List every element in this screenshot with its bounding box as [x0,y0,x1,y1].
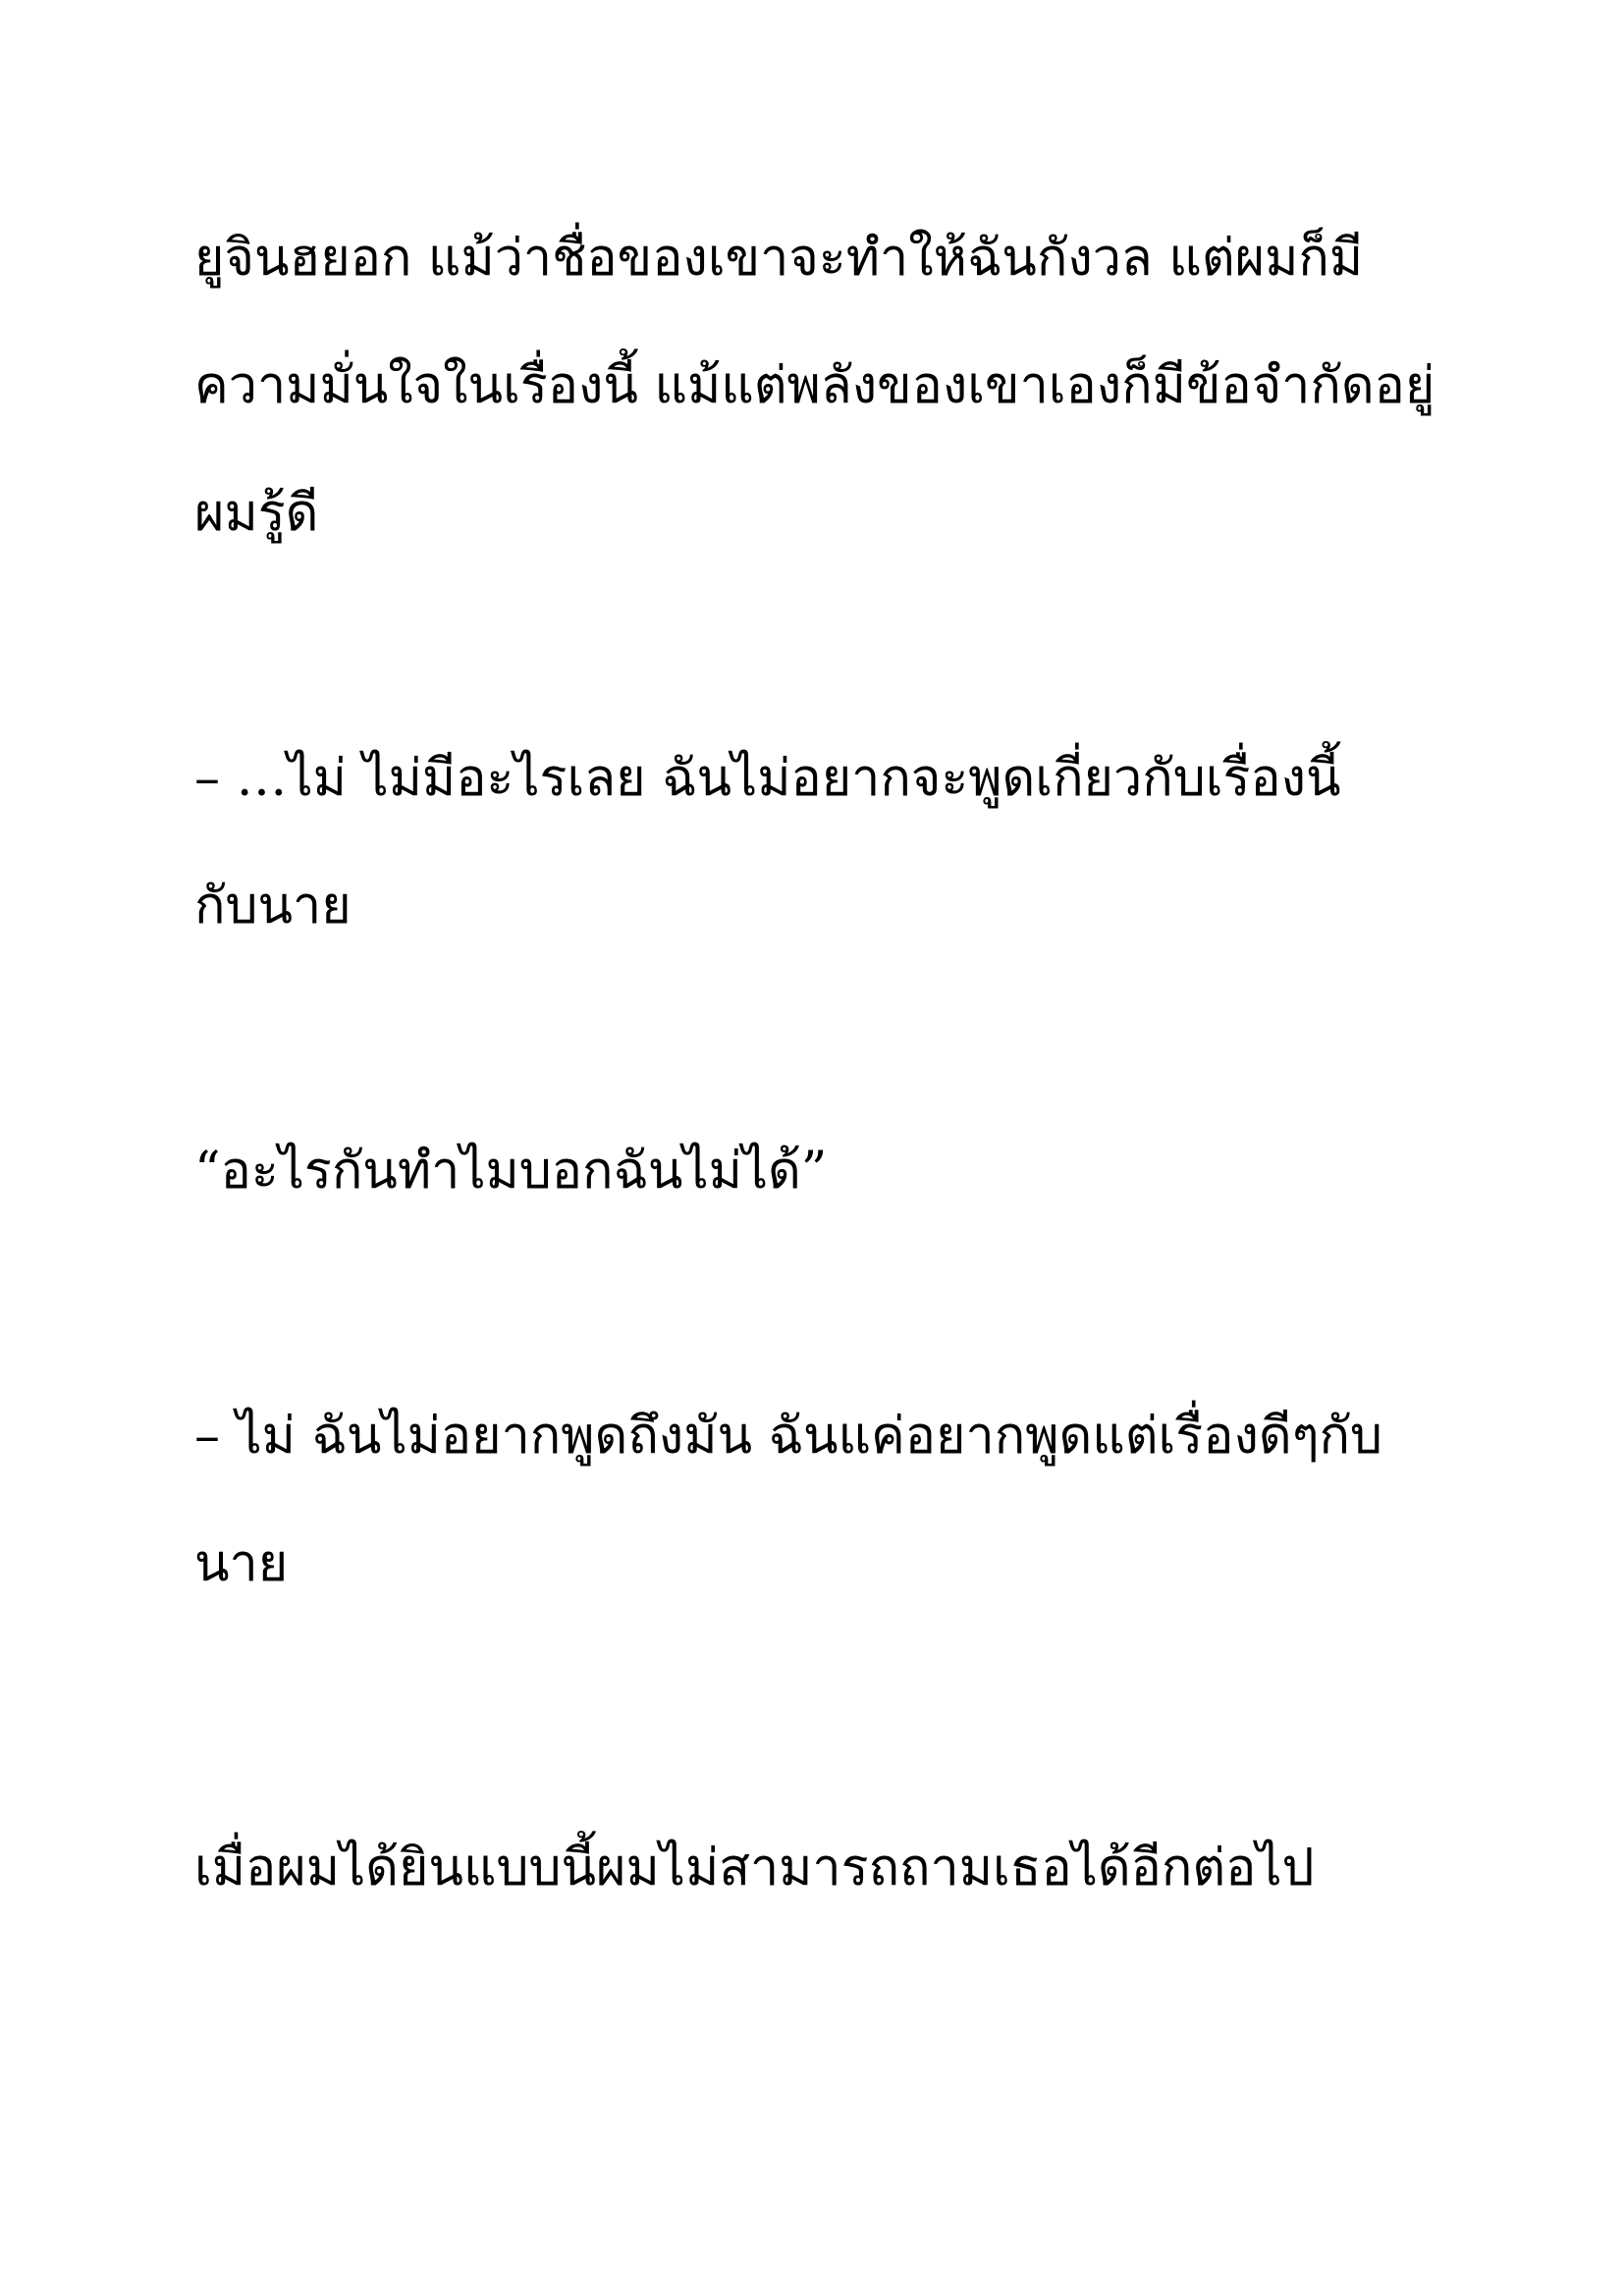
text-line: ความมั่นใจในเรื่องนี้ แม้แต่พลังของเขาเองก็มีข้อจำกัดอยู่ [194,356,1435,415]
text-line: – …ไม่ ไม่มีอะไรเลย ฉันไม่อยากจะพูดเกี่ยวกับเรื่องนี้ [194,749,1341,808]
paragraph-2 [194,715,1451,970]
paragraph-3 [194,1107,1451,1235]
text-line: ยูจินฮยอก แม้ว่าชื่อของเขาจะทำให้ฉันกังวล แต่ผมก็มี [194,229,1364,288]
text-line: ผมรู้ดี [194,484,319,543]
text-line: – ไม่ ฉันไม่อยากพูดถึงมัน ฉันแค่อยากพูดแต่เรื่องดีๆกับ [194,1407,1383,1466]
paragraph-5 [194,1804,1451,1932]
paragraph-1 [194,194,1451,577]
text-line: “อะไรกันทำไมบอกฉันไม่ได้” [194,1142,828,1201]
text-line: เมื่อผมได้ยินแบบนี้ผมไม่สามารถถามเธอได้อีกต่อไป [194,1839,1315,1897]
text-line: นาย [194,1534,289,1593]
text-line: กับนาย [194,877,352,935]
paragraph-4 [194,1372,1451,1628]
